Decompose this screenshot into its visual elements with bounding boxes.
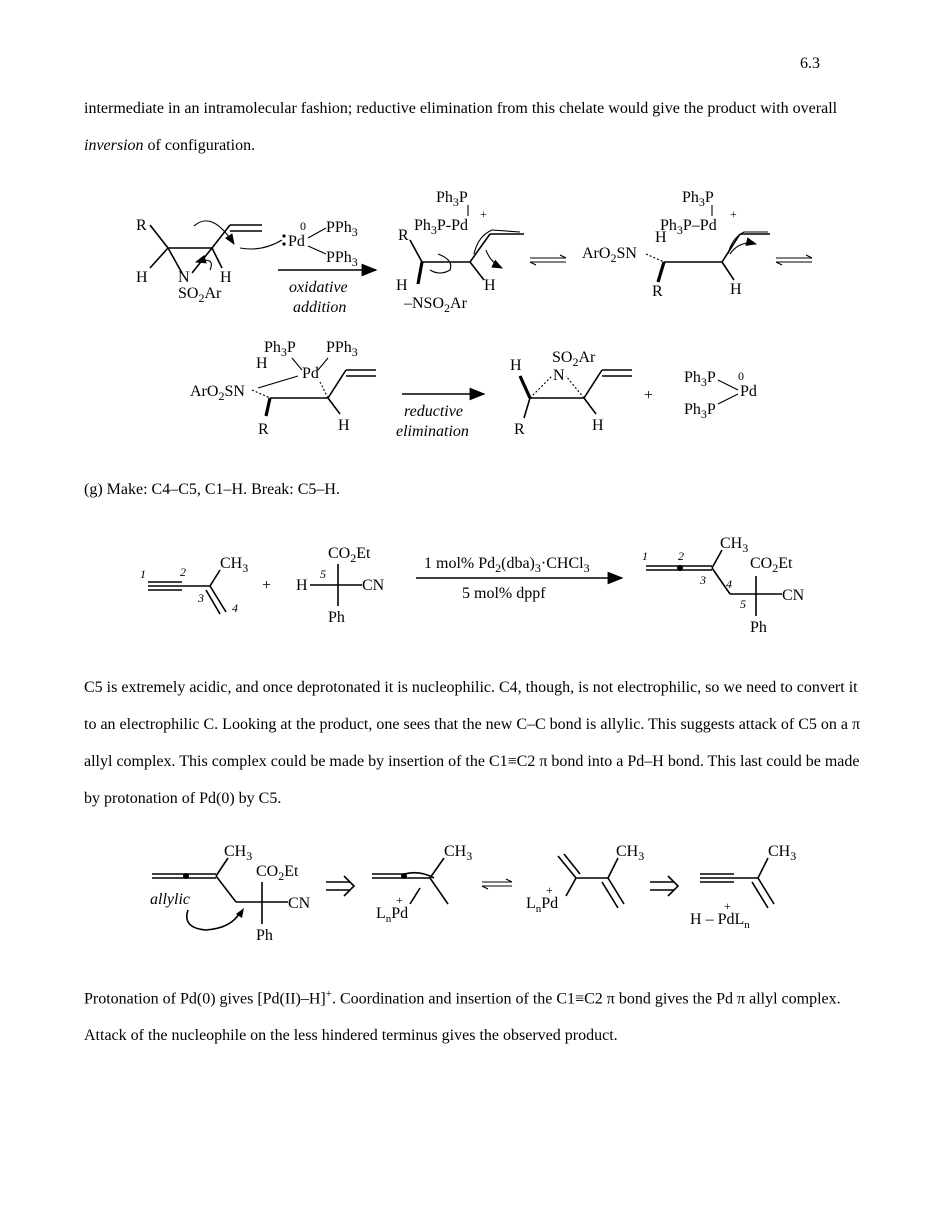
cyanoester-reactant [296, 545, 385, 626]
svg-text:Ph3P: $Ph_3P$ [436, 189, 468, 209]
conditions-catalyst: 1 mol% Pd [424, 555, 496, 572]
aro2sn-label: ArO [582, 245, 611, 262]
atom-number-1: 1 [642, 549, 648, 563]
ph3p-label: Ph [264, 339, 281, 356]
atom-number-1: 1 [140, 567, 146, 581]
atom-number-2: 2 [180, 565, 186, 579]
svg-text:CH3: $CH_3$ [616, 843, 645, 863]
svg-text:LnPd: $L_nPd$ [376, 905, 409, 925]
cn-label: CN [782, 587, 805, 604]
charge-zero: 0 [738, 369, 744, 383]
enyne-reactant [140, 555, 248, 615]
para1-before: intermediate in an intramolecular fashion; reductive elimination from this chelate would give the product with overall [84, 100, 838, 117]
h-label: H [396, 277, 408, 294]
svg-text:PPh3: PPh$_3$ [326, 339, 358, 359]
enyne-plus-pdh [690, 843, 796, 931]
paragraph-conclusion [84, 976, 874, 1054]
svg-text:ArO2SN: ArO$_2$SN [190, 383, 245, 403]
h-label: H [220, 269, 232, 286]
pd-label: Pd [302, 365, 319, 382]
r-label: R [514, 421, 525, 438]
svg-text:Ph3P: $Ph_3P$ [264, 339, 296, 359]
svg-text:CH3: $CH_3$ [444, 843, 473, 863]
svg-text:CH3: $CH_3$ [768, 843, 797, 863]
page-number: 6.3 [800, 55, 820, 72]
cn-label: CN [288, 895, 311, 912]
conditions-ligand: 5 mol% dppf [462, 585, 546, 602]
atom-number-5: 5 [740, 597, 746, 611]
svg-text:SO2Ar: $SO_2Ar$ [552, 349, 596, 369]
oxidative-label-line2: addition [293, 299, 347, 316]
ch3-label: CH [616, 843, 639, 860]
paragraph-analysis: C5 is extremely acidic, and once deprotonated it is nucleophilic. C4, though, is not electrophilic, so we need to convert it to an electrophilic C. Looking at the product, one sees that the new C–C bond is allylic. This suggests attack of C5 on a π allyl complex. This complex could be made by insertion of the C1≡C2 π bond into a Pd–H bond. This last could be made by protonation of Pd(0) by C5. [84, 679, 861, 807]
part-g-heading: (g) Make: C4–C5, C1–H. Break: C5–H. [84, 481, 340, 498]
pph3-label: PPh [326, 219, 352, 236]
paragraph-intro [84, 90, 874, 164]
ph-label: Ph [256, 927, 273, 944]
svg-text:H – PdLn: H – PdL$_n$ [690, 911, 750, 931]
ph3p-label: Ph [684, 369, 701, 386]
svg-text:PPh3: PPh$_3$ [326, 249, 358, 269]
scheme-oxidative-addition [0, 170, 950, 450]
atom-number-3: 3 [198, 591, 204, 605]
allene-product [642, 535, 805, 636]
pd-allyl-amide-structure [396, 189, 524, 315]
svg-text:CH3: $CH_3$ [720, 535, 749, 555]
pd-sulfonamide-structure [582, 189, 770, 300]
svg-text:Ph3P: $Ph_3P$ [684, 369, 716, 389]
oxidative-label-line1: oxidative [289, 279, 348, 296]
plus-sign: + [644, 387, 654, 404]
para4-text2: . Coordination and insertion of the C1≡C2 π bond gives the Pd π allyl complex. Attack of the nucleophile on the less hindered terminus gives the observed product. [84, 990, 841, 1045]
para1-after: of configuration. [143, 137, 256, 154]
reductive-label-line1: reductive [404, 403, 463, 420]
h-label: H [338, 417, 350, 434]
aro2sn-label: ArO [190, 383, 219, 400]
svg-text:+: + [546, 883, 553, 897]
r-label: R [652, 283, 663, 300]
svg-text:Ph3P–Pd: $Ph_3P-Pd$ [660, 217, 717, 237]
cn-label: CN [362, 577, 385, 594]
svg-text:Ph3P: $Ph_3P$ [682, 189, 714, 209]
retro-arrow [650, 876, 678, 896]
svg-text:CO2Et: $CO_2Et$ [256, 863, 299, 883]
svg-text:CO2Et: $CO_2Et$ [750, 555, 793, 575]
ph3p-label: Ph [684, 401, 701, 418]
r-label: R [398, 227, 409, 244]
svg-text:CO2Et: $CO_2Et$ [328, 545, 371, 565]
ch3-label: CH [720, 535, 743, 552]
svg-text:SO2Ar: $SO_2Ar$ [178, 285, 222, 305]
h-label: H [730, 281, 742, 298]
atom-number-4: 4 [232, 601, 238, 615]
svg-text:CH3: $CH_3$ [220, 555, 249, 575]
ch3-label: CH [768, 843, 791, 860]
svg-text:–NSO2Ar: $-NSO_2Ar$ [404, 295, 467, 315]
svg-text:LnPd: $L_nPd$ [526, 895, 559, 915]
pph3-label: PPh [326, 249, 352, 266]
svg-text:ArO2SN: ArO$_2$SN [582, 245, 637, 265]
r-label: R [136, 217, 147, 234]
so2ar-label: SO [178, 285, 199, 302]
charge-zero: 0 [300, 219, 306, 233]
svg-text:+: + [724, 899, 731, 913]
scheme-retrosynthesis [0, 836, 950, 946]
aziridine-structure [136, 217, 282, 305]
pd-reagent [282, 219, 357, 269]
allylic-label: allylic [150, 891, 190, 908]
co2et-label: CO [328, 545, 351, 562]
target-structure [150, 843, 311, 944]
atom-number-5: 5 [320, 567, 326, 581]
atom-number-2: 2 [678, 549, 684, 563]
nso2ar-label: NSO [412, 295, 445, 312]
svg-text:Ph3P-Pd: $Ph_3P-Pd$ [414, 217, 469, 237]
so2ar-label: SO [552, 349, 573, 366]
lnpd-label: L [376, 905, 386, 922]
n-label: N [553, 367, 565, 384]
para1-emphasis: inversion [84, 137, 144, 154]
pi-allyl-complex [372, 843, 472, 925]
svg-text:1 mol% Pd2(dba)3·CHCl3: 1 mol% $Pd_2(dba)_3\cdot CHCl_3$ [424, 555, 590, 575]
h-label: H [484, 277, 496, 294]
r-label: R [258, 421, 269, 438]
ph3p-pd-label: Ph [660, 217, 677, 234]
reductive-label-line2: elimination [396, 423, 469, 440]
para4-sup: + [325, 988, 332, 1000]
svg-text:+: + [396, 893, 403, 907]
sigma-vinyl-pd [526, 843, 644, 915]
ph-label: Ph [750, 619, 767, 636]
ch3-label: CH [444, 843, 467, 860]
h-label: H [136, 269, 148, 286]
plus-charge: + [730, 207, 737, 221]
co2et-label: CO [750, 555, 773, 572]
co2et-label: CO [256, 863, 279, 880]
scheme-hydroalkylation [0, 530, 950, 640]
ch3-label: CH [224, 843, 247, 860]
lnpd-label: L [526, 895, 536, 912]
svg-text:Ph3P: $Ph_3P$ [684, 401, 716, 421]
h-label: H [256, 355, 268, 372]
ch3-label: CH [220, 555, 243, 572]
h-label: H [592, 417, 604, 434]
pph3-label: PPh [326, 339, 352, 356]
ph3p-label: Ph [436, 189, 453, 206]
h-label: H [655, 229, 667, 246]
inverted-aziridine-structure [510, 349, 632, 438]
ph-label: Ph [328, 609, 345, 626]
atom-number-4: 4 [726, 577, 732, 591]
h-label: H [296, 577, 308, 594]
svg-text:CH3: $CH_3$ [224, 843, 253, 863]
pd-label: Pd [740, 383, 757, 400]
n-label: N [178, 269, 190, 286]
h-label: H [510, 357, 522, 374]
ph3p-pd-label: Ph [414, 217, 431, 234]
atom-number-3: 3 [700, 573, 706, 587]
para4-text1: Protonation of Pd(0) gives [Pd(II)–H] [84, 990, 326, 1008]
retro-arrow [326, 876, 354, 896]
hpdln-label: H [690, 911, 702, 928]
equilibrium-arrow [482, 879, 512, 889]
pd-chelate-structure [190, 339, 376, 438]
plus-sign: + [262, 577, 272, 594]
pd-label: Pd [288, 233, 305, 250]
plus-charge: + [480, 207, 487, 221]
ph3p-label: Ph [682, 189, 699, 206]
pd0-product [684, 369, 757, 421]
svg-text:PPh3: PPh$_3$ [326, 219, 358, 239]
